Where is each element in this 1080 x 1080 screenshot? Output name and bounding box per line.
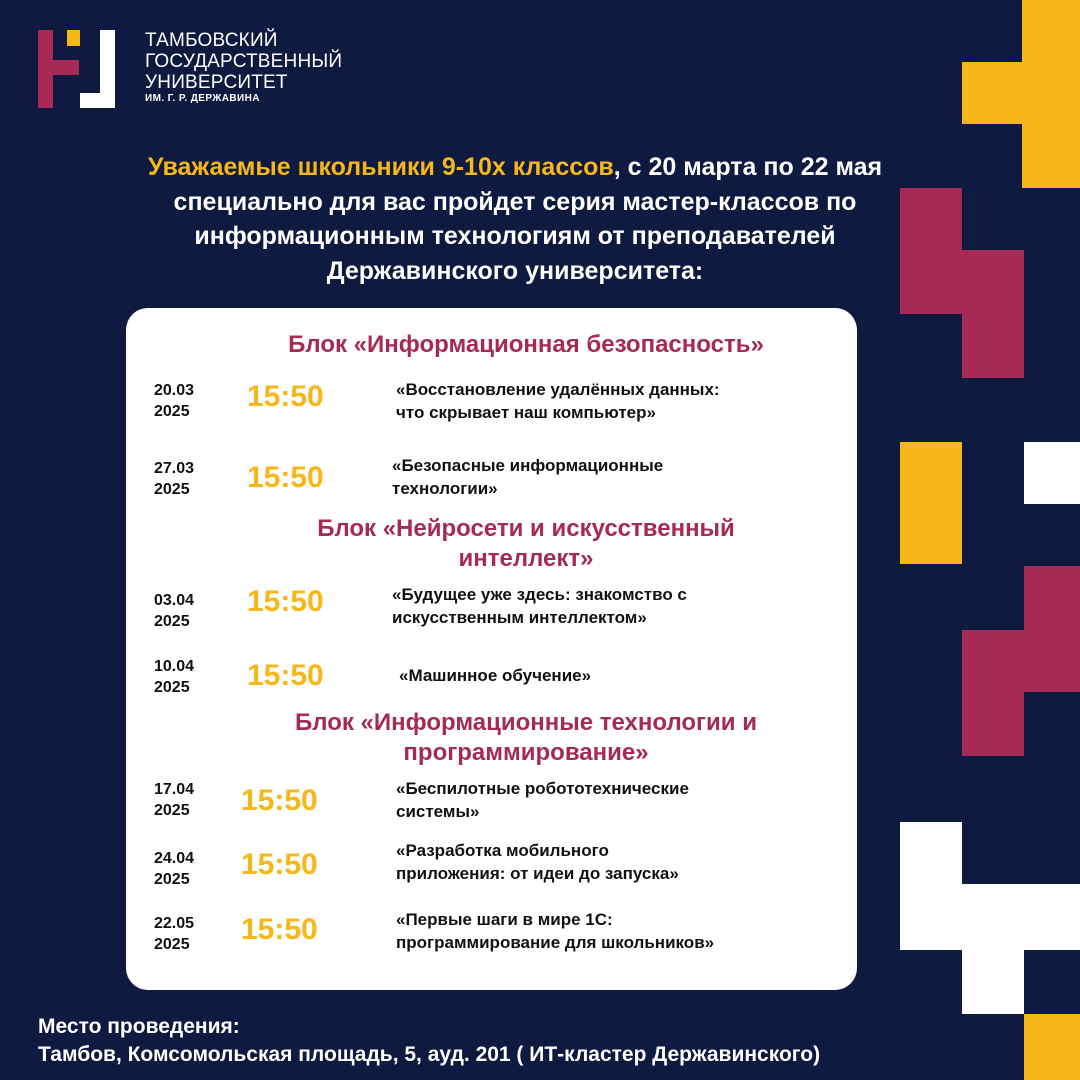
- event-date-day: 03.04: [154, 592, 195, 609]
- event-date-day: 20.03: [154, 382, 195, 399]
- schedule-card: [126, 308, 857, 990]
- deco-yellow-shape-1: [1022, 0, 1080, 62]
- intro-text: [100, 150, 930, 288]
- block-title: [126, 330, 926, 360]
- uni-name-line: УНИВЕРСИТЕТ: [145, 72, 288, 93]
- event-time: 15:50: [247, 585, 324, 618]
- event-topic-line: искусственным интеллектом»: [392, 608, 647, 627]
- block-title-line: интеллект»: [458, 545, 594, 572]
- event-time: 15:50: [247, 380, 324, 413]
- venue-info: [38, 1013, 820, 1069]
- deco-magenta-shape-3: [962, 314, 1024, 378]
- event-date-year: 2025: [154, 481, 190, 498]
- event-date-year: 2025: [154, 679, 190, 696]
- event-date-year: 2025: [154, 613, 190, 630]
- deco-yellow-shape-3: [1022, 124, 1080, 188]
- deco-white-shape-1: [1024, 442, 1080, 504]
- event-date: [154, 913, 194, 955]
- event-time: 15:50: [241, 848, 318, 881]
- deco-yellow-shape-2: [962, 62, 1080, 124]
- event-date-day: 10.04: [154, 658, 195, 675]
- event-topic-line: «Машинное обучение»: [399, 666, 592, 685]
- event-topic-line: системы»: [396, 802, 480, 821]
- event-date: [154, 380, 194, 422]
- uni-name-line: ГОСУДАРСТВЕННЫЙ: [145, 51, 343, 72]
- university-name: [145, 30, 342, 105]
- intro-rest: , с 20 марта по 22 мая специально для вас пройдет серия мастер-классов по информационным технологиям от преподавателей Державинского университета:: [173, 153, 883, 285]
- event-date-year: 2025: [154, 802, 190, 819]
- deco-white-shape-4: [962, 950, 1024, 1014]
- event-time: 15:50: [247, 461, 324, 494]
- event-topic: [392, 583, 687, 629]
- event-date: [154, 590, 194, 632]
- intro-highlight: Уважаемые школьники 9-10х классов: [147, 153, 614, 181]
- block-title-line: Блок «Нейросети и искусственный: [317, 515, 735, 542]
- deco-magenta-shape-2: [962, 250, 1024, 314]
- block-title: [126, 708, 926, 768]
- event-date: [154, 848, 194, 890]
- deco-white-shape-2: [900, 822, 962, 950]
- event-topic-line: «Восстановление удалённых данных:: [396, 380, 720, 399]
- event-date-day: 27.03: [154, 460, 195, 477]
- event-date-year: 2025: [154, 871, 190, 888]
- event-topic-line: программирование для школьников»: [396, 933, 715, 952]
- event-date-day: 24.04: [154, 850, 195, 867]
- deco-magenta-shape-4: [1024, 566, 1080, 630]
- event-date-day: 17.04: [154, 781, 195, 798]
- event-date-day: 22.05: [154, 915, 195, 932]
- event-date-year: 2025: [154, 936, 190, 953]
- tsu-logo-icon: [38, 30, 118, 110]
- deco-magenta-shape-5: [962, 630, 1080, 692]
- event-topic-line: технологии»: [392, 479, 498, 498]
- event-topic: [396, 839, 679, 885]
- event-topic-line: приложения: от идеи до запуска»: [396, 864, 679, 883]
- deco-magenta-shape-6: [962, 692, 1024, 756]
- event-time: 15:50: [241, 784, 318, 817]
- event-topic: [399, 664, 591, 687]
- uni-name-line: ТАМБОВСКИЙ: [145, 30, 278, 51]
- event-topic: [396, 378, 720, 424]
- event-date: [154, 656, 194, 698]
- deco-yellow-shape-5: [1024, 1014, 1080, 1080]
- event-topic-line: «Будущее уже здесь: знакомство с: [392, 585, 687, 604]
- event-time: 15:50: [247, 659, 324, 692]
- event-topic: [396, 777, 689, 823]
- event-date: [154, 458, 194, 500]
- event-topic-line: «Беспилотные робототехнические: [396, 779, 689, 798]
- deco-white-shape-3: [962, 884, 1080, 950]
- event-time: 15:50: [241, 913, 318, 946]
- uni-name-subline: ИМ. Г. Р. ДЕРЖАВИНА: [145, 93, 260, 104]
- venue-address: Тамбов, Комсомольская площадь, 5, ауд. 201 ( ИТ-кластер Державинского): [38, 1043, 821, 1066]
- event-topic-line: «Разработка мобильного: [396, 841, 609, 860]
- event-date: [154, 779, 194, 821]
- block-title-line: Блок «Информационные технологии и: [295, 709, 757, 736]
- block-title: [126, 514, 926, 574]
- event-topic-line: что скрывает наш компьютер»: [396, 403, 656, 422]
- event-topic: [392, 454, 663, 500]
- event-topic-line: «Безопасные информационные: [392, 456, 664, 475]
- event-topic: [396, 908, 714, 954]
- block-title-line: программирование»: [403, 739, 649, 766]
- venue-label: Место проведения:: [38, 1015, 240, 1038]
- event-topic-line: «Первые шаги в мире 1С:: [396, 910, 613, 929]
- event-date-year: 2025: [154, 403, 190, 420]
- block-title-line: Блок «Информационная безопасность»: [288, 331, 764, 358]
